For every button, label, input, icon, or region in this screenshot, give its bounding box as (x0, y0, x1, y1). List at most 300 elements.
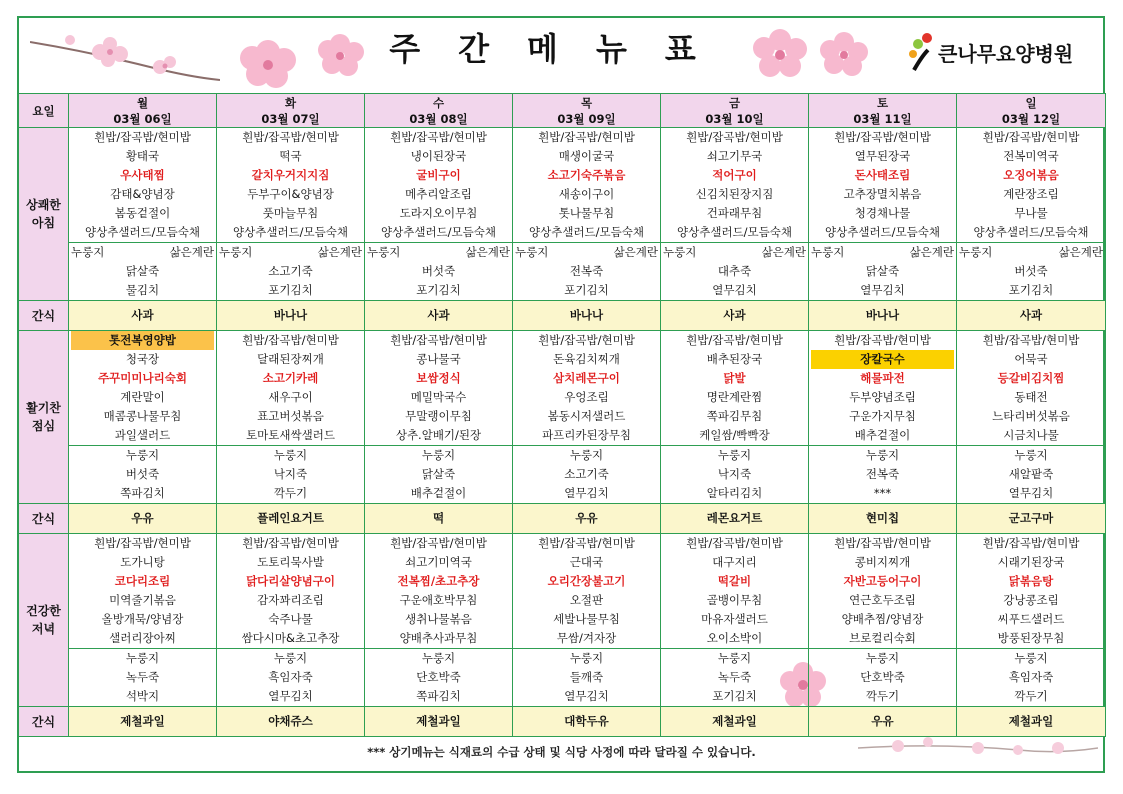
dinner-special-cell (513, 649, 661, 707)
breakfast-special-cell (217, 243, 365, 301)
menu-item: 미역줄기볶음 (109, 593, 176, 607)
day-name: 일 (1025, 96, 1037, 110)
menu-item: 물김치 (125, 283, 160, 297)
lunch-main-cell (809, 331, 957, 446)
day-header (69, 94, 217, 128)
snack-cell (69, 301, 217, 331)
menu-item: 흰밥/잡곡밥/현미밥 (94, 130, 191, 144)
breakfast-main-cell (809, 128, 957, 243)
menu-item: 포기김치 (1008, 283, 1054, 297)
menu-item: 누룽지 (959, 245, 993, 259)
breakfast-main-cell (513, 128, 661, 243)
menu-item: 대추죽 (717, 264, 752, 278)
menu-item: 구운애호박무침 (399, 593, 478, 607)
menu-item: 배추된장국 (706, 352, 763, 366)
breakfast-main-cell (69, 128, 217, 243)
breakfast-main-cell (957, 128, 1106, 243)
menu-item: 양상추샐러드/모듬숙채 (381, 225, 496, 239)
menu-item: 전복죽 (865, 467, 900, 481)
snack-item: 레몬요거트 (706, 511, 763, 525)
lunch-special-cell (69, 446, 217, 504)
menu-item: 두부양념조림 (849, 390, 916, 404)
menu-item: 무말랭이무침 (405, 409, 472, 423)
menu-item: 포기김치 (712, 689, 757, 703)
menu-item: 버섯죽 (125, 467, 160, 481)
menu-item: 흰밥/잡곡밥/현미밥 (834, 536, 931, 550)
snack-item: 대학두유 (564, 714, 609, 728)
menu-item: 누룽지 (663, 245, 697, 259)
breakfast-special-cell (69, 243, 217, 301)
snack-label-text: 간식 (31, 714, 56, 729)
dinner-main-cell (513, 534, 661, 649)
snack-item: 제철과일 (120, 714, 165, 728)
breakfast-main-cell (217, 128, 365, 243)
porridge-row (513, 243, 660, 262)
menu-item: 돈사태조림 (854, 168, 911, 182)
menu-item: 흰밥/잡곡밥/현미밥 (242, 536, 339, 550)
menu-item: 메밀막국수 (410, 390, 467, 404)
menu-item: 흰밥/잡곡밥/현미밥 (538, 536, 635, 550)
menu-item: 닭살죽 (421, 467, 456, 481)
day-date: 03월 08일 (409, 112, 468, 126)
menu-item: 양배추사과무침 (399, 631, 478, 645)
menu-item: 도토리묵사발 (257, 555, 324, 569)
snack-cell (365, 504, 513, 534)
menu-item: 닭살죽 (865, 264, 900, 278)
day-header (217, 94, 365, 128)
menu-item: 오리간장불고기 (547, 574, 626, 588)
lunch-label-text: 활기찬 점심 (26, 401, 61, 433)
dinner-label-text: 건강한 저녁 (26, 604, 61, 636)
snack-item: 사과 (131, 308, 154, 322)
menu-item: 건파래무침 (706, 206, 763, 220)
dinner-main-cell (809, 534, 957, 649)
snack-cell (957, 504, 1106, 534)
menu-item: 흰밥/잡곡밥/현미밥 (538, 333, 635, 347)
menu-item: 낙지죽 (273, 467, 308, 481)
menu-item: 대구지리 (712, 555, 757, 569)
menu-item: 올방개묵/양념장 (101, 612, 184, 626)
menu-item: 계란장조림 (1003, 187, 1059, 201)
menu-item: 쇠고기미역국 (405, 555, 472, 569)
lunch-special-cell (661, 446, 809, 504)
dinner-main-row (19, 534, 1106, 649)
menu-item: 매콤콩나물무침 (103, 409, 182, 423)
menu-item: 누룽지 (421, 651, 456, 665)
lunch-main-row (19, 331, 1106, 446)
snack1-row (19, 301, 1106, 331)
menu-item: 브로컬리숙회 (849, 631, 916, 645)
menu-item: 양상추샐러드/모듬숙채 (233, 225, 348, 239)
menu-item: 전복찜/초고추장 (397, 574, 480, 588)
snack-cell (513, 504, 661, 534)
snack-item: 사과 (427, 308, 450, 322)
menu-item: 냉이된장국 (410, 149, 467, 163)
menu-item: 오절판 (569, 593, 604, 607)
menu-item: 적어구이 (712, 168, 757, 182)
menu-item: 생취나물볶음 (405, 612, 472, 626)
menu-item: 전복죽 (569, 264, 604, 278)
menu-item: 누룽지 (569, 448, 604, 462)
menu-item: 쌈다시마&초고추장 (241, 631, 340, 645)
dinner-special-cell (69, 649, 217, 707)
menu-item: 과일샐러드 (114, 428, 171, 442)
porridge-row (809, 243, 956, 262)
menu-item: 열무김치 (860, 283, 905, 297)
day-col-label (19, 94, 69, 128)
menu-item: 단호박죽 (860, 670, 905, 684)
breakfast-special-cell (957, 243, 1106, 301)
breakfast-special-cell (513, 243, 661, 301)
snack-cell (513, 301, 661, 331)
snack-item: 우유 (131, 511, 154, 525)
menu-item: 흰밥/잡곡밥/현미밥 (686, 130, 783, 144)
weekly-menu-table (18, 93, 1106, 737)
dinner-special-cell (809, 649, 957, 707)
menu-item: 양상추샐러드/모듬숙채 (973, 225, 1089, 239)
menu-item: 포기김치 (416, 283, 461, 297)
day-name: 금 (728, 96, 741, 110)
menu-item: 흰밥/잡곡밥/현미밥 (982, 130, 1080, 144)
menu-item: 닭볶음탕 (1008, 574, 1054, 588)
lunch-label (19, 331, 69, 504)
snack-cell (365, 301, 513, 331)
menu-item: 누룽지 (125, 651, 160, 665)
menu-item: 어묵국 (1014, 352, 1048, 366)
menu-item: 누룽지 (273, 651, 308, 665)
menu-item: 씨푸드샐러드 (997, 612, 1065, 626)
snack-item: 플레인요거트 (257, 511, 324, 525)
menu-item: 포기김치 (268, 283, 313, 297)
menu-item: 녹두죽 (125, 670, 160, 684)
day-name: 목 (580, 96, 593, 110)
menu-item: 누룽지 (125, 448, 160, 462)
snack-item: 바나나 (569, 308, 604, 322)
menu-item: 풋마늘무침 (262, 206, 319, 220)
snack-cell (661, 301, 809, 331)
menu-item: 버섯죽 (421, 264, 456, 278)
menu-item: 매생이굴국 (558, 149, 615, 163)
snack-cell (661, 504, 809, 534)
snack-item: 현미칩 (865, 511, 900, 525)
menu-item: 자반고등어구이 (843, 574, 922, 588)
lunch-main-cell (365, 331, 513, 446)
menu-item: 흰밥/잡곡밥/현미밥 (982, 333, 1080, 347)
menu-item: 신김치된장지짐 (695, 187, 774, 201)
porridge-row (957, 243, 1105, 262)
menu-item: 표고버섯볶음 (257, 409, 324, 423)
snack-item: 바나나 (273, 308, 308, 322)
menu-item: 쪽파김치 (416, 689, 461, 703)
menu-item: 누룽지 (1014, 448, 1048, 462)
snack-label (19, 504, 69, 534)
menu-item: 강낭콩조림 (1003, 593, 1059, 607)
dinner-main-cell (661, 534, 809, 649)
breakfast-label (19, 128, 69, 301)
snack-item: 바나나 (865, 308, 900, 322)
menu-item: 톳전복영양밥 (71, 331, 214, 350)
menu-item: 누룽지 (1014, 651, 1048, 665)
menu-item: 메추리알조림 (405, 187, 472, 201)
menu-item: 계란말이 (120, 390, 165, 404)
menu-item: 흰밥/잡곡밥/현미밥 (242, 333, 339, 347)
menu-item: 떡갈비 (717, 574, 752, 588)
dinner-special-cell (365, 649, 513, 707)
menu-item: 배추겉절이 (410, 486, 467, 500)
menu-item: 상추.알배기/된장 (395, 428, 482, 442)
menu-item: 깍두기 (273, 486, 308, 500)
dinner-main-cell (217, 534, 365, 649)
menu-item: 삶은계란 (761, 245, 806, 259)
menu-item: 시금치나물 (1003, 428, 1059, 442)
menu-item: 열무김치 (564, 689, 609, 703)
menu-item: 콩나물국 (416, 352, 461, 366)
menu-item: 배추겉절이 (854, 428, 911, 442)
menu-item: 새송이구이 (558, 187, 615, 201)
snack-item: 사과 (1019, 308, 1043, 322)
menu-item: 고추장멸치볶음 (843, 187, 922, 201)
menu-item: 열무김치 (712, 283, 757, 297)
breakfast-main-row (19, 128, 1106, 243)
menu-item: 마유자샐러드 (701, 612, 768, 626)
menu-item: 누룽지 (717, 651, 752, 665)
menu-item: 깍두기 (1014, 689, 1048, 703)
menu-item: 도라지오이무침 (399, 206, 478, 220)
menu-item: 파프리카된장무침 (542, 428, 631, 442)
menu-item: 들깨죽 (569, 670, 604, 684)
breakfast-special-cell (661, 243, 809, 301)
menu-item: 코다리조림 (114, 574, 171, 588)
menu-item: 장칼국수 (811, 350, 954, 369)
menu-item: 무나물 (1014, 206, 1048, 220)
menu-item: 흑임자죽 (1008, 670, 1054, 684)
menu-item: 세발나물무침 (553, 612, 620, 626)
dinner-special-row (19, 649, 1106, 707)
snack-item: 제철과일 (712, 714, 757, 728)
lunch-main-cell (69, 331, 217, 446)
menu-item: 오이소박이 (706, 631, 763, 645)
menu-item: 도가니탕 (120, 555, 165, 569)
menu-item: 우사태찜 (120, 168, 165, 182)
menu-item: 누룽지 (273, 448, 308, 462)
menu-item: 쇠고기무국 (706, 149, 763, 163)
menu-item: 버섯죽 (1014, 264, 1048, 278)
breakfast-label-text: 상쾌한 아침 (26, 198, 61, 230)
day-date: 03월 11일 (853, 112, 912, 126)
menu-item: 돈육김치찌개 (553, 352, 620, 366)
dinner-special-cell (957, 649, 1106, 707)
menu-item: 닭발 (723, 371, 746, 385)
menu-item: 전복미역국 (1003, 149, 1059, 163)
dinner-main-cell (365, 534, 513, 649)
lunch-special-cell (365, 446, 513, 504)
day-header (365, 94, 513, 128)
menu-item: 양상추샐러드/모듬숙채 (85, 225, 200, 239)
lunch-main-cell (661, 331, 809, 446)
menu-item: 흰밥/잡곡밥/현미밥 (834, 333, 931, 347)
dinner-label (19, 534, 69, 707)
day-date: 03월 07일 (261, 112, 320, 126)
snack-item: 군고구마 (1008, 511, 1054, 525)
day-date: 03월 06일 (113, 112, 172, 126)
menu-item: 보쌈정식 (416, 371, 461, 385)
menu-item: 열무김치 (564, 486, 609, 500)
menu-item: 삶은계란 (169, 245, 214, 259)
menu-item: 누룽지 (421, 448, 456, 462)
menu-item: 골뱅이무침 (706, 593, 763, 607)
menu-item: 누룽지 (569, 651, 604, 665)
menu-item: 흰밥/잡곡밥/현미밥 (686, 333, 783, 347)
dinner-main-cell (69, 534, 217, 649)
menu-item: 우엉조림 (564, 390, 609, 404)
day-header (513, 94, 661, 128)
menu-item: 단호박죽 (416, 670, 461, 684)
menu-item: 누룽지 (219, 245, 253, 259)
menu-item: 녹두죽 (717, 670, 752, 684)
snack-cell (809, 504, 957, 534)
lunch-main-cell (957, 331, 1106, 446)
menu-item: 쪽파김무침 (706, 409, 763, 423)
menu-item: 소고기죽 (564, 467, 609, 481)
menu-item: 시래기된장국 (997, 555, 1065, 569)
menu-item: 깍두기 (865, 689, 900, 703)
day-header (661, 94, 809, 128)
day-name: 토 (876, 96, 889, 110)
day-date: 03월 12일 (1001, 112, 1061, 126)
menu-item: 열무김치 (1008, 486, 1054, 500)
menu-item: 누룽지 (71, 245, 105, 259)
menu-item: 콩비지찌개 (854, 555, 911, 569)
menu-item: 굴비구이 (416, 168, 461, 182)
page-title: 주간메뉴표 (389, 30, 734, 68)
menu-item: 떡국 (279, 149, 302, 163)
menu-item: 낙지죽 (717, 467, 752, 481)
snack-item: 제철과일 (416, 714, 461, 728)
menu-item: *** (873, 486, 892, 500)
tree-logo-icon (908, 32, 934, 72)
menu-item: 양배추찜/양념장 (841, 612, 924, 626)
menu-item: 흑임자죽 (268, 670, 313, 684)
snack-item: 사과 (723, 308, 746, 322)
menu-item: 감자꽈리조림 (257, 593, 324, 607)
menu-item: 누룽지 (865, 448, 900, 462)
lunch-special-row (19, 446, 1106, 504)
breakfast-main-cell (365, 128, 513, 243)
menu-item: 숙주나물 (268, 612, 313, 626)
menu-item: 삶은계란 (613, 245, 658, 259)
menu-item: 양상추샐러드/모듬숙채 (529, 225, 644, 239)
menu-item: 구운가지무침 (849, 409, 916, 423)
snack-item: 우유 (575, 511, 598, 525)
menu-item: 흰밥/잡곡밥/현미밥 (686, 536, 783, 550)
menu-item: 소고기카레 (262, 371, 319, 385)
day-name: 수 (432, 96, 445, 110)
menu-item: 연근호두조림 (849, 593, 916, 607)
day-date: 03월 09일 (557, 112, 616, 126)
day-name: 화 (284, 96, 297, 110)
menu-item: 알타리김치 (706, 486, 763, 500)
menu-item: 열무김치 (268, 689, 313, 703)
lunch-special-cell (809, 446, 957, 504)
snack-cell (69, 504, 217, 534)
menu-item: 닭살죽 (125, 264, 160, 278)
day-name: 월 (136, 96, 149, 110)
menu-item: 누룽지 (515, 245, 549, 259)
day-header (809, 94, 957, 128)
lunch-main-cell (217, 331, 365, 446)
menu-item: 느타리버섯볶음 (992, 409, 1070, 423)
menu-item: 흰밥/잡곡밥/현미밥 (390, 130, 487, 144)
breakfast-special-row (19, 243, 1106, 301)
dinner-main-cell (957, 534, 1106, 649)
snack-cell (217, 504, 365, 534)
menu-item: 청국장 (125, 352, 160, 366)
menu-item: 누룽지 (717, 448, 752, 462)
menu-item: 포기김치 (564, 283, 609, 297)
menu-item: 삼치레몬구이 (553, 371, 620, 385)
breakfast-main-cell (661, 128, 809, 243)
porridge-row (661, 243, 808, 262)
snack-cell (809, 301, 957, 331)
menu-item: 쪽파김치 (120, 486, 165, 500)
menu-item: 무쌈/겨자장 (556, 631, 617, 645)
snack-label-text: 간식 (31, 511, 56, 526)
menu-item: 근대국 (569, 555, 604, 569)
breakfast-special-cell (809, 243, 957, 301)
menu-notice: *** 상기메뉴는 식재료의 수급 상태 및 식당 사정에 따라 달라질 수 있습니다. (367, 744, 756, 759)
hospital-logo (908, 32, 1073, 72)
menu-item: 토마토새싹샐러드 (246, 428, 335, 442)
porridge-row (217, 243, 364, 262)
menu-item: 누룽지 (811, 245, 845, 259)
snack-cell (957, 301, 1106, 331)
menu-item: 감태&양념장 (110, 187, 175, 201)
menu-item: 등갈비김치찜 (997, 371, 1065, 385)
snack-item: 우유 (871, 714, 894, 728)
snack-item: 제철과일 (1008, 714, 1054, 728)
day-col-label-text: 요일 (32, 104, 55, 118)
menu-item: 봄동겉절이 (114, 206, 171, 220)
hospital-name: 큰나무요양병원 (938, 41, 1074, 66)
snack-cell (217, 301, 365, 331)
lunch-main-cell (513, 331, 661, 446)
snack2-row (19, 504, 1106, 534)
menu-item: 봄동시저샐러드 (547, 409, 626, 423)
menu-item: 흰밥/잡곡밥/현미밥 (94, 536, 191, 550)
menu-item: 톳나물무침 (558, 206, 615, 220)
menu-item: 삶은계란 (909, 245, 954, 259)
menu-item: 새우구이 (268, 390, 313, 404)
snack-item: 떡 (432, 511, 445, 525)
lunch-special-cell (217, 446, 365, 504)
menu-item: 황태국 (125, 149, 160, 163)
menu-item: 흰밥/잡곡밥/현미밥 (390, 536, 487, 550)
menu-item: 주꾸미미나리숙회 (98, 371, 187, 385)
breakfast-special-cell (365, 243, 513, 301)
dinner-special-cell (661, 649, 809, 707)
menu-item: 청경채나물 (854, 206, 911, 220)
menu-item: 흰밥/잡곡밥/현미밥 (242, 130, 339, 144)
menu-item: 양상추샐러드/모듬숙채 (825, 225, 940, 239)
menu-item: 흰밥/잡곡밥/현미밥 (834, 130, 931, 144)
day-date: 03월 10일 (705, 112, 764, 126)
menu-item: 닭다리살양념구이 (246, 574, 335, 588)
menu-item: 명란계란찜 (706, 390, 763, 404)
menu-item: 열무된장국 (854, 149, 911, 163)
menu-item: 누룽지 (865, 651, 900, 665)
menu-item: 흰밥/잡곡밥/현미밥 (982, 536, 1080, 550)
menu-item: 삶은계란 (1058, 245, 1103, 259)
